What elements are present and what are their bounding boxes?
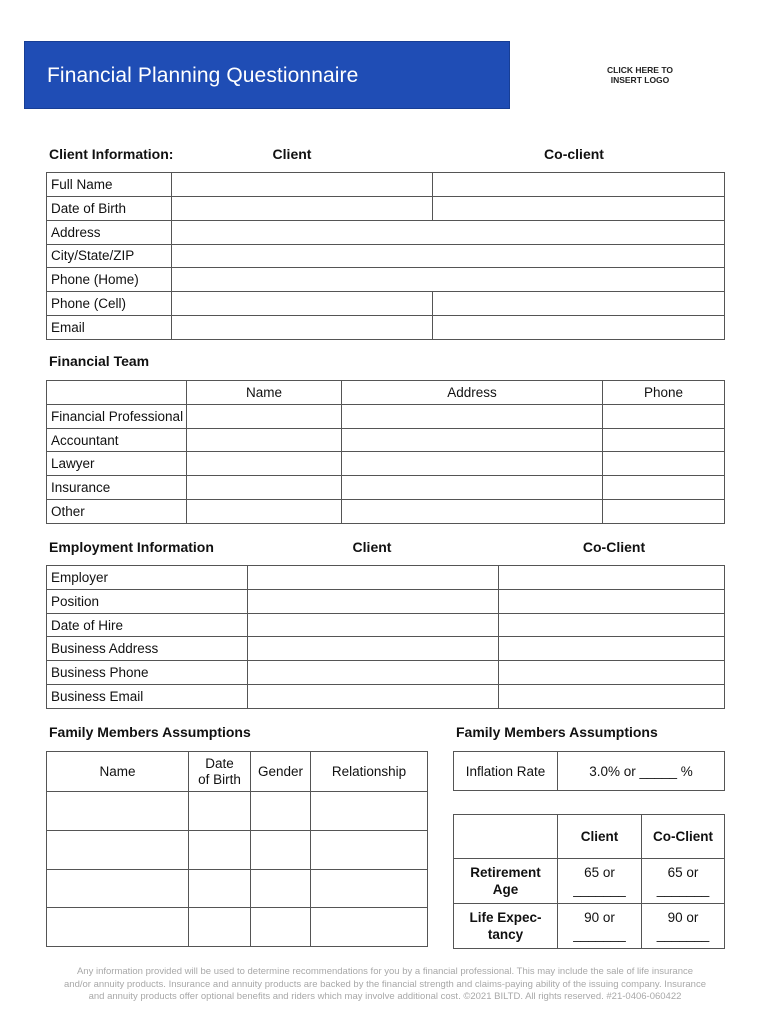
employer-label: Employer xyxy=(47,566,248,590)
accountant-address-field[interactable] xyxy=(342,428,603,452)
coclient-life-expectancy-field[interactable] xyxy=(642,904,725,949)
client-phone-cell-field[interactable] xyxy=(172,292,433,316)
retirement-age-row xyxy=(454,859,725,904)
city-state-zip-label: City/State/ZIP xyxy=(47,244,172,268)
employment-row xyxy=(47,613,725,637)
lawyer-phone-field[interactable] xyxy=(603,452,725,476)
retirement-age-label xyxy=(454,859,558,904)
employment-coclient-header: Co-Client xyxy=(582,539,646,555)
address-input[interactable] xyxy=(176,221,720,244)
lawyer-label: Lawyer xyxy=(47,452,187,476)
client-business-email-field[interactable] xyxy=(248,685,499,709)
family-name-field[interactable] xyxy=(47,830,189,869)
client-dob-input[interactable] xyxy=(176,197,428,220)
logo-link-line2: INSERT LOGO xyxy=(610,75,670,85)
family-relationship-field[interactable] xyxy=(311,830,428,869)
family-dob-field[interactable] xyxy=(189,908,251,947)
accountant-label: Accountant xyxy=(47,428,187,452)
position-label: Position xyxy=(47,589,248,613)
coclient-date-of-hire-field[interactable] xyxy=(499,613,725,637)
disclaimer-line1: Any information provided will be used to determine recommendations for you by a financial professional. This may include the sale of life insurance xyxy=(76,966,694,977)
client-info-row xyxy=(47,244,725,268)
family-dob-field[interactable] xyxy=(189,869,251,908)
client-full-name-input[interactable] xyxy=(176,173,428,196)
employment-row xyxy=(47,637,725,661)
client-info-row xyxy=(47,173,725,197)
family-gender-field[interactable] xyxy=(251,830,311,869)
city-state-zip-input[interactable] xyxy=(176,245,720,268)
coclient-email-field[interactable] xyxy=(433,316,725,340)
employment-client-header: Client xyxy=(352,539,392,555)
client-business-phone-field[interactable] xyxy=(248,661,499,685)
inflation-table xyxy=(453,751,725,791)
client-life-expectancy-field[interactable] xyxy=(558,904,642,949)
family-gender-field[interactable] xyxy=(251,908,311,947)
retirement-age-label-line1: Retirement xyxy=(470,865,541,880)
client-info-coclient-header: Co-client xyxy=(544,146,604,162)
other-address-field[interactable] xyxy=(342,500,603,524)
family-name-field[interactable] xyxy=(47,792,189,831)
client-info-table xyxy=(46,172,725,340)
client-info-client-header: Client xyxy=(272,146,312,162)
family-dob-header-line2: of Birth xyxy=(198,771,241,787)
client-life-expectancy-default: 90 or xyxy=(584,910,615,925)
family-gender-field[interactable] xyxy=(251,869,311,908)
address-label: Address xyxy=(47,220,172,244)
coclient-position-field[interactable] xyxy=(499,589,725,613)
city-state-zip-field[interactable] xyxy=(172,244,725,268)
family-relationship-header: Relationship xyxy=(311,752,428,792)
life-expectancy-label-line1: Life Expec- xyxy=(469,910,542,925)
page-title: Financial Planning Questionnaire xyxy=(47,64,359,87)
header-banner xyxy=(24,41,510,109)
family-member-row xyxy=(47,830,428,869)
accountant-name-field[interactable] xyxy=(187,428,342,452)
coclient-business-phone-field[interactable] xyxy=(499,661,725,685)
coclient-full-name-input[interactable] xyxy=(437,173,720,196)
financial-team-row xyxy=(47,476,725,500)
address-field[interactable] xyxy=(172,220,725,244)
insurance-address-field[interactable] xyxy=(342,476,603,500)
financial-team-address-header: Address xyxy=(342,381,603,405)
life-expectancy-row xyxy=(454,904,725,949)
coclient-retirement-age-blank[interactable]: _______ xyxy=(656,882,710,897)
coclient-retirement-age-default: 65 or xyxy=(667,865,699,880)
coclient-employer-field[interactable] xyxy=(499,566,725,590)
date-of-birth-label: Date of Birth xyxy=(47,196,172,220)
coclient-dob-input[interactable] xyxy=(437,197,720,220)
coclient-full-name-field[interactable] xyxy=(433,173,725,197)
client-employer-field[interactable] xyxy=(248,566,499,590)
employment-heading: Employment Information xyxy=(49,539,214,555)
family-dob-field[interactable] xyxy=(189,792,251,831)
client-life-expectancy-blank[interactable]: _______ xyxy=(573,927,626,942)
date-of-hire-label: Date of Hire xyxy=(47,613,248,637)
financial-team-corner xyxy=(47,381,187,405)
other-label: Other xyxy=(47,500,187,524)
client-dob-field[interactable] xyxy=(172,196,433,220)
life-expectancy-label xyxy=(454,904,558,949)
financial-professional-address-field[interactable] xyxy=(342,404,603,428)
financial-professional-phone-field[interactable] xyxy=(603,404,725,428)
client-info-row xyxy=(47,268,725,292)
employment-row xyxy=(47,566,725,590)
retirement-client-header: Client xyxy=(558,815,642,859)
insurance-name-field[interactable] xyxy=(187,476,342,500)
inflation-rate-field[interactable]: 3.0% or _____ % xyxy=(558,752,725,791)
phone-home-label: Phone (Home) xyxy=(47,268,172,292)
family-members-heading: Family Members Assumptions xyxy=(49,724,251,740)
client-date-of-hire-field[interactable] xyxy=(248,613,499,637)
accountant-phone-field[interactable] xyxy=(603,428,725,452)
client-email-input[interactable] xyxy=(176,316,428,339)
coclient-retirement-age-field[interactable] xyxy=(642,859,725,904)
coclient-phone-cell-input[interactable] xyxy=(437,292,720,315)
phone-cell-label: Phone (Cell) xyxy=(47,292,172,316)
coclient-business-address-field[interactable] xyxy=(499,637,725,661)
coclient-life-expectancy-default: 90 or xyxy=(667,910,699,925)
financial-team-header-row xyxy=(47,381,725,405)
client-full-name-field[interactable] xyxy=(172,173,433,197)
coclient-life-expectancy-blank[interactable]: _______ xyxy=(656,927,710,942)
employment-row xyxy=(47,589,725,613)
retirement-corner xyxy=(454,815,558,859)
lawyer-name-field[interactable] xyxy=(187,452,342,476)
retirement-age-label-line2: Age xyxy=(492,882,519,897)
client-position-field[interactable] xyxy=(248,589,499,613)
financial-professional-name-field[interactable] xyxy=(187,404,342,428)
financial-team-name-header: Name xyxy=(187,381,342,405)
employment-row xyxy=(47,685,725,709)
family-members-header-row xyxy=(47,752,428,792)
inflation-rate-label: Inflation Rate xyxy=(454,752,558,791)
client-info-row xyxy=(47,220,725,244)
coclient-phone-cell-field[interactable] xyxy=(433,292,725,316)
insert-logo-link[interactable] xyxy=(585,65,695,85)
life-expectancy-label-line2: tancy xyxy=(487,927,524,942)
coclient-email-input[interactable] xyxy=(437,316,720,339)
business-email-label: Business Email xyxy=(47,685,248,709)
disclaimer-line2: and/or annuity products. Insurance and annuity products are backed by the financial strength and claims-paying ability of the issuing company. Insurance xyxy=(64,978,706,990)
family-members-table xyxy=(46,751,428,947)
lawyer-address-field[interactable] xyxy=(342,452,603,476)
family-gender-field[interactable] xyxy=(251,792,311,831)
financial-team-row xyxy=(47,428,725,452)
family-gender-header: Gender xyxy=(251,752,311,792)
client-retirement-age-default: 65 or xyxy=(584,865,615,880)
client-retirement-age-blank[interactable]: _______ xyxy=(573,882,626,897)
assumptions-heading: Family Members Assumptions xyxy=(456,724,658,740)
family-member-row xyxy=(47,792,428,831)
retirement-table xyxy=(453,814,725,949)
client-info-heading: Client Information: xyxy=(49,146,174,162)
family-relationship-field[interactable] xyxy=(311,908,428,947)
family-relationship-field[interactable] xyxy=(311,869,428,908)
logo-link-line1: CLICK HERE TO xyxy=(607,65,673,75)
coclient-dob-field[interactable] xyxy=(433,196,725,220)
family-dob-header-line1: Date xyxy=(205,755,234,771)
family-member-row xyxy=(47,908,428,947)
financial-team-table xyxy=(46,380,725,524)
inflation-row xyxy=(454,752,725,791)
financial-team-phone-header: Phone xyxy=(603,381,725,405)
employment-table xyxy=(46,565,725,709)
family-relationship-field[interactable] xyxy=(311,792,428,831)
family-name-field[interactable] xyxy=(47,908,189,947)
client-info-row xyxy=(47,196,725,220)
client-phone-cell-input[interactable] xyxy=(176,292,428,315)
family-member-row xyxy=(47,869,428,908)
financial-team-heading: Financial Team xyxy=(49,353,150,369)
coclient-business-email-field[interactable] xyxy=(499,685,725,709)
other-phone-field[interactable] xyxy=(603,500,725,524)
family-dob-header xyxy=(189,752,251,792)
family-name-header: Name xyxy=(47,752,189,792)
business-phone-label: Business Phone xyxy=(47,661,248,685)
insurance-phone-field[interactable] xyxy=(603,476,725,500)
client-business-address-field[interactable] xyxy=(248,637,499,661)
disclaimer xyxy=(40,966,730,1004)
retirement-header-row xyxy=(454,815,725,859)
retirement-coclient-header: Co-Client xyxy=(642,815,725,859)
business-address-label: Business Address xyxy=(47,637,248,661)
family-dob-field[interactable] xyxy=(189,830,251,869)
full-name-label: Full Name xyxy=(47,173,172,197)
phone-home-input[interactable] xyxy=(176,268,720,291)
financial-team-row xyxy=(47,452,725,476)
email-label: Email xyxy=(47,316,172,340)
client-info-row xyxy=(47,292,725,316)
insurance-label: Insurance xyxy=(47,476,187,500)
client-info-row xyxy=(47,316,725,340)
financial-team-row xyxy=(47,500,725,524)
other-name-field[interactable] xyxy=(187,500,342,524)
family-name-field[interactable] xyxy=(47,869,189,908)
employment-row xyxy=(47,661,725,685)
financial-team-row xyxy=(47,404,725,428)
disclaimer-line3: and annuity products offer optional benefits and riders which may involve additional cost. ©2021 BILTD. All rights reserved. #21-0406-060422 xyxy=(88,991,682,1002)
financial-professional-label: Financial Professional xyxy=(47,404,187,428)
client-retirement-age-field[interactable] xyxy=(558,859,642,904)
phone-home-field[interactable] xyxy=(172,268,725,292)
client-email-field[interactable] xyxy=(172,316,433,340)
